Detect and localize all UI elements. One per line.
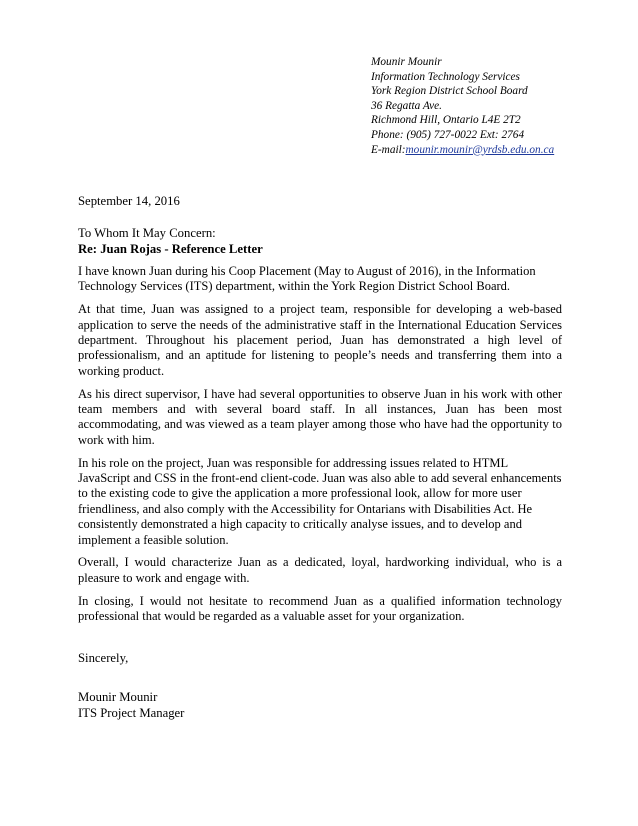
salutation: To Whom It May Concern: xyxy=(78,226,216,240)
closing: Sincerely, xyxy=(78,651,129,665)
email-link[interactable]: mounir.mounir@yrdsb.edu.on.ca xyxy=(405,143,555,156)
sender-street: 36 Regatta Ave. xyxy=(371,99,443,112)
letter-body xyxy=(78,264,562,632)
sender-organization: York Region District School Board xyxy=(371,85,528,98)
sender-department: Information Technology Services xyxy=(371,70,520,83)
salutation-block xyxy=(78,226,263,257)
signature-name: Mounir Mounir xyxy=(78,690,158,704)
sender-city: Richmond Hill, Ontario L4E 2T2 xyxy=(371,114,521,127)
body-paragraph: In closing, I would not hesitate to recommend Juan as a qualified information technology professional that would be regarded as a valuable asset for your organization. xyxy=(78,593,562,624)
signature-block xyxy=(78,690,184,721)
signature-title: ITS Project Manager xyxy=(78,705,185,720)
sender-phone: Phone: (905) 727-0022 Ext: 2764 xyxy=(371,128,525,141)
body-paragraph: At that time, Juan was assigned to a project team, responsible for developing a web-based application to serve the needs of the administrative staff in the International Education Services department. Throughout his placement period, Juan has demonstrated a high level of professionalism, and an aptitude for listening to people’s needs and transferring them into a working product. xyxy=(78,302,562,378)
body-paragraph: In his role on the project, Juan was responsible for addressing issues related to HTML JavaScript and CSS in the front-end client-code. Juan was also able to add several enhancements to the existing code to give the application a more professional look, allow for more user friendliness, and also comply with the Accessibility for Ontarians with Disabilities Act. He consistently demonstrated a high capacity to critically analyse issues, and to develop and implement a feasible solution. xyxy=(78,455,562,547)
sender-name: Mounir Mounir xyxy=(371,56,442,68)
sender-address-block xyxy=(371,55,631,157)
email-label: E-mail: xyxy=(371,143,406,156)
letter-date: September 14, 2016 xyxy=(78,194,180,208)
body-paragraph: Overall, I would characterize Juan as a dedicated, loyal, hardworking individual, who is a pleasure to work and engage with. xyxy=(78,555,562,585)
body-paragraph: As his direct supervisor, I have had several opportunities to observe Juan in his work with other team members and with several board staff. In all instances, Juan has been most accommodating, and was viewed as a team player among those who have had the opportunity to work with him. xyxy=(78,386,562,447)
sender-email-line xyxy=(371,143,631,158)
body-paragraph: I have known Juan during his Coop Placement (May to August of 2016), in the Information Technology Services (ITS) department, within the York Region District School Board. xyxy=(78,264,536,294)
subject-line: Re: Juan Rojas - Reference Letter xyxy=(78,241,263,256)
